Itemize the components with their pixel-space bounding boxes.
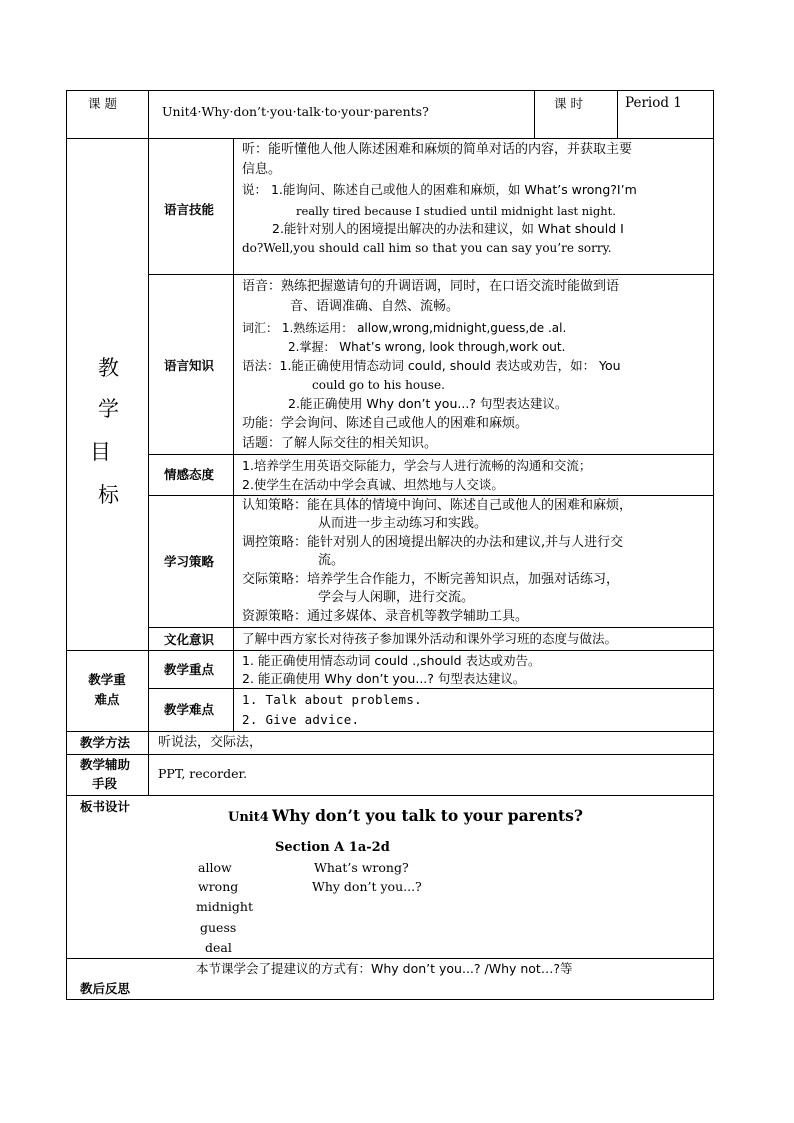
rule <box>66 754 714 755</box>
rule <box>66 138 714 139</box>
objectives-label-char: 标 <box>98 483 119 507</box>
difficulties-label: 难点 <box>94 692 120 707</box>
row-label-skills: 语言技能 <box>164 202 215 217</box>
key-point-line: 1. 能正确使用情态动词 could .,should 表达或劝告。 <box>242 653 541 668</box>
rule <box>713 90 714 1000</box>
strategy-line: 交际策略：培养学生合作能力，不断完善知识点，加强对话练习， <box>242 572 620 587</box>
rule <box>534 90 535 138</box>
row-label-strategy: 学习策略 <box>164 554 215 569</box>
skills-line: 听：能听懂他人他人陈述困难和麻烦的简单对话的内容，并获取主要 <box>242 142 633 157</box>
difficulties-label: 教学重 <box>88 672 126 687</box>
rule <box>66 999 714 1000</box>
reflection-value: 本节课学会了提建议的方式有：Why don’t you...? /Why not…?等 <box>196 961 573 976</box>
objectives-label-char: 目 <box>90 440 111 464</box>
rule <box>148 731 149 795</box>
board-word: guess <box>200 920 237 935</box>
difficult-points-label: 教学难点 <box>164 702 215 717</box>
period-label: 课 时 <box>554 96 583 111</box>
knowledge-line: 词汇： 1.熟练运用： allow,wrong,midnight,guess,de .al. <box>242 321 567 335</box>
rule <box>66 731 714 732</box>
reflection-label: 教后反思 <box>80 981 131 996</box>
topic-label: 课 题 <box>88 96 117 111</box>
rule <box>66 795 714 796</box>
lesson-title: Unit4·Why·don’t·you·talk·to·your·parents? <box>162 104 429 119</box>
knowledge-line: 功能：学会询问、陈述自己或他人的困难和麻烦。 <box>242 416 529 431</box>
skills-line: 信息。 <box>242 162 282 177</box>
lesson-plan-table <box>66 90 714 1000</box>
rule <box>148 90 149 138</box>
strategy-line: 从而进一步主动练习和实践。 <box>318 516 488 531</box>
aids-label: 手段 <box>92 776 118 791</box>
board-phrase: Why don’t you...? <box>312 879 422 894</box>
strategy-line: 学会与人闲聊，进行交流。 <box>318 590 475 605</box>
strategy-line: 认知策略：能在具体的情境中询问、陈述自己或他人的困难和麻烦， <box>242 498 633 513</box>
knowledge-line: 2.掌握： What’s wrong, look through,work out. <box>288 340 566 354</box>
attitude-line: 2.使学生在活动中学会真诚、坦然地与人交谈。 <box>242 477 504 492</box>
board-word: midnight <box>196 899 253 914</box>
knowledge-line: 语法：1.能正确使用情态动词 could, should 表达或劝告，如： You <box>242 358 621 373</box>
objectives-label-char: 教 <box>98 356 119 380</box>
row-label-attitude: 情感态度 <box>164 467 215 482</box>
strategy-line: 资源策略：通过多媒体、录音机等教学辅助工具。 <box>242 609 529 624</box>
board-section: Section A 1a-2d <box>275 840 390 855</box>
strategy-line: 流。 <box>318 553 345 568</box>
method-value: 听说法，交际法， <box>158 735 263 750</box>
rule <box>617 90 618 138</box>
knowledge-line: 2.能正确使用 Why don’t you...? 句型表达建议。 <box>288 396 568 411</box>
board-word: deal <box>205 940 232 955</box>
knowledge-line: 话题：了解人际交往的相关知识。 <box>242 436 438 451</box>
difficult-point-line: 2. Give advice. <box>242 712 360 727</box>
rule <box>233 138 234 731</box>
period-value: Period 1 <box>625 95 682 111</box>
key-points-label: 教学重点 <box>164 662 215 677</box>
method-label: 教学方法 <box>80 735 131 750</box>
board-word: wrong <box>198 879 239 894</box>
skills-line: really tired because I studied until midnight last night. <box>296 204 616 218</box>
skills-line: do?Well,you should call him so that you can say you’re sorry. <box>242 241 612 255</box>
knowledge-line: 音、语调准确、自然、流畅。 <box>290 299 460 314</box>
aids-label: 教学辅助 <box>80 757 131 772</box>
aids-value: PPT, recorder. <box>158 766 248 781</box>
key-point-line: 2. 能正确使用 Why don’t you...? 句型表达建议。 <box>242 671 526 686</box>
attitude-line: 1.培养学生用英语交际能力，学会与人进行流畅的沟通和交流； <box>242 458 592 473</box>
objectives-label-char: 学 <box>98 397 119 421</box>
board-word: allow <box>198 860 232 875</box>
rule <box>66 90 67 1000</box>
board-phrase: What’s wrong? <box>314 860 409 875</box>
rule <box>148 138 149 731</box>
knowledge-line: could go to his house. <box>312 378 445 392</box>
culture-line: 了解中西方家长对待孩子参加课外活动和课外学习班的态度与做法。 <box>242 631 618 646</box>
difficult-point-line: 1. Talk about problems. <box>242 692 422 707</box>
board-title: Why don’t you talk to your parents? <box>272 806 583 825</box>
strategy-line: 调控策略：能针对别人的困境提出解决的办法和建议,并与人进行交 <box>242 535 624 550</box>
row-label-culture: 文化意识 <box>164 632 215 647</box>
knowledge-line: 语音：熟练把握邀请句的升调语调，同时，在口语交流时能做到语 <box>242 279 620 294</box>
skills-line: 2.能针对别人的困境提出解决的办法和建议，如 What should I <box>272 221 624 236</box>
board-label: 板书设计 <box>80 799 131 814</box>
skills-line: 说： 1.能询问、陈述自己或他人的困难和麻烦，如 What’s wrong?I’m <box>242 182 637 197</box>
row-label-knowledge: 语言知识 <box>164 358 215 373</box>
board-unit: Unit4 <box>228 810 269 825</box>
